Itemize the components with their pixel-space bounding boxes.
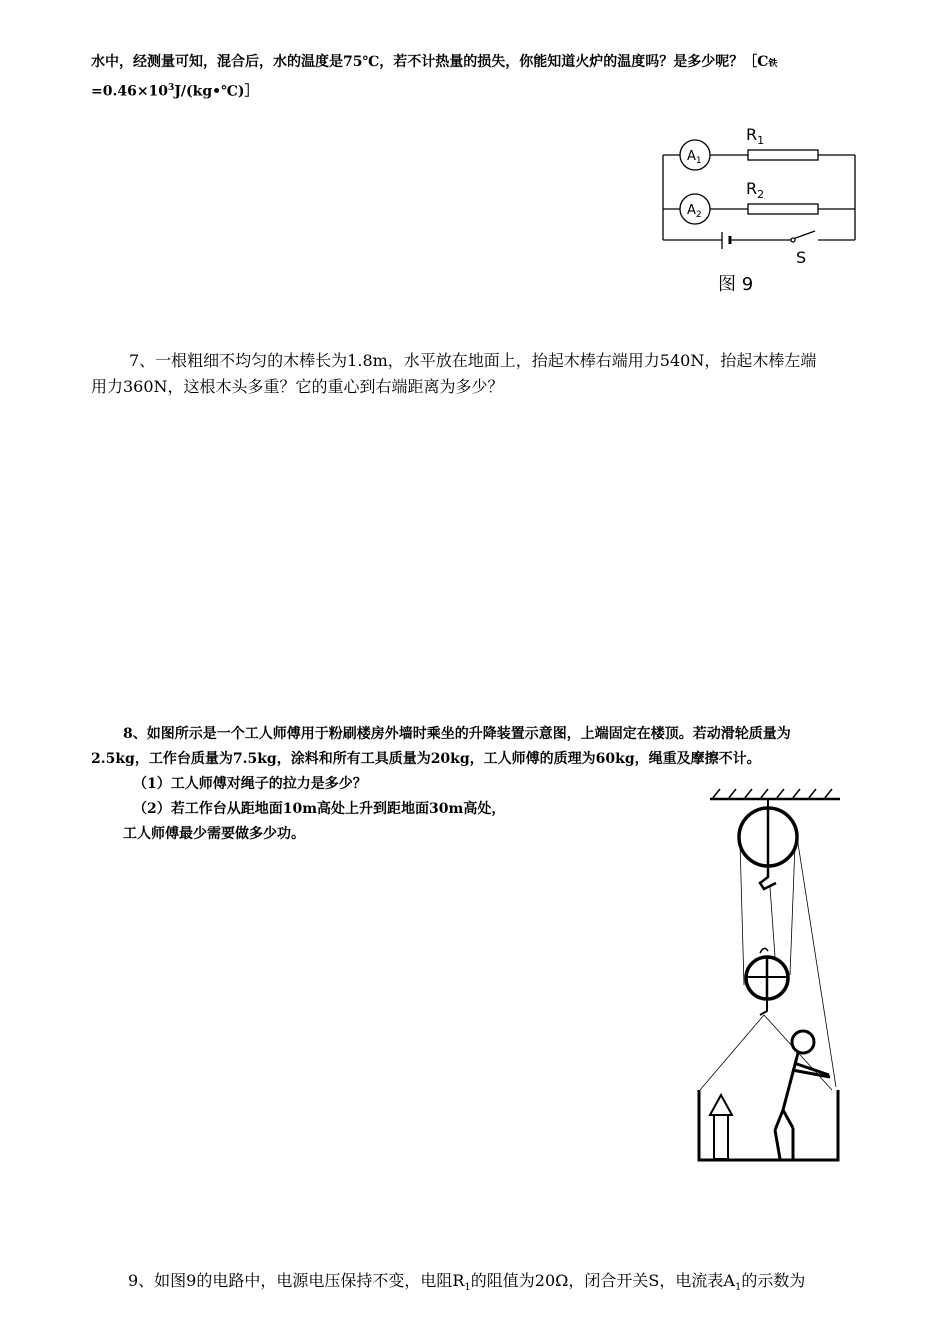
question8-sub1: （1）工人师傅对绳子的拉力是多少？ <box>133 776 367 792</box>
problem6-line2: $=0.46\times 10^3J/(kg•℃)]$ <box>91 83 259 100</box>
pulley-lift-figure <box>690 785 850 1170</box>
resistor-r1 <box>748 150 818 160</box>
fixed-pulley-hook <box>760 866 776 889</box>
ammeter-a1-label: $A_1$ <box>687 149 702 166</box>
question8-line2: 2.5kg，工作台质量为7.5kg，涂料和所有工具质量为20kg，工人师傅的质理为60kg，绳重及摩擦不计。 <box>91 751 761 767</box>
resistor-r2 <box>748 204 818 214</box>
question-9: 9、如图9的电路中，电源电压保持不变，电阻$R_1$的阻值为20Ω，闭合开关S，电流表$A_1$的示数为 <box>128 1271 806 1294</box>
rope-left <box>740 843 744 985</box>
movable-pulley-hook <box>760 999 767 1015</box>
resistor-r2-label: $R_2$ <box>746 179 765 201</box>
question8-sub2-cont: 工人师傅最少需要做多少功。 <box>123 826 305 842</box>
question8-sub2: （2）若工作台从距地面10m高处上升到距地面30m高处， <box>133 801 506 817</box>
problem6-line1: 水中，经测量可知，混合后，水的温度是75℃，若不计热量的损失，你能知道火炉的温度吗？是多少呢？［C铁 <box>91 54 778 70</box>
rope-middle <box>790 845 795 975</box>
worker-figure <box>775 1031 830 1159</box>
problem6-fragment <box>91 50 911 104</box>
work-platform <box>699 1090 838 1160</box>
figure-caption: 图 9 <box>718 274 754 295</box>
circuit-figure-9 <box>650 118 870 303</box>
question7-line2: 用力360N，这根木头多重？它的重心到右端距离为多少？ <box>91 377 504 396</box>
question8-line1: 8、如图所示是一个工人师傅用于粉刷楼房外墙时乘坐的升降装置示意图，上端固定在楼顶。若动滑轮质量为 <box>123 726 791 742</box>
ammeter-a2-label: $A_2$ <box>687 203 702 220</box>
rope-pull <box>797 837 836 1087</box>
switch-label: S <box>796 248 807 267</box>
tools-icon <box>710 1095 732 1115</box>
resistor-r1-label: $R_1$ <box>746 125 765 147</box>
question7-line1: 7、一根粗细不均匀的木棒长为1.8m，水平放在地面上，抬起木棒右端用力540N，抬起木棒左端 <box>129 351 817 370</box>
ceiling-hatching <box>712 789 832 799</box>
question-7 <box>91 348 911 400</box>
